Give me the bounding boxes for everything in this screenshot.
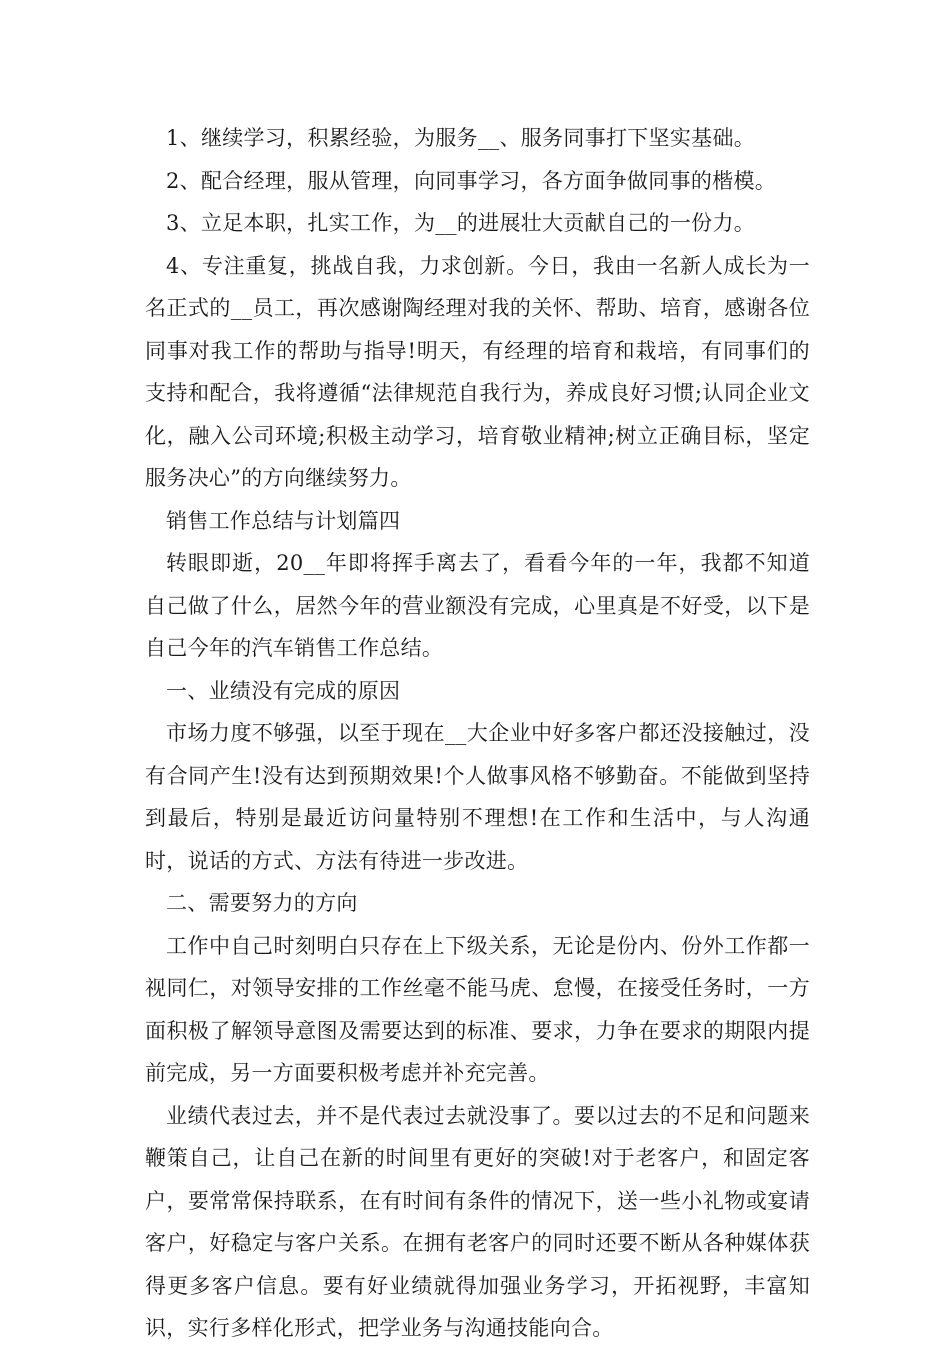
list-item-4: 4、专注重复，挑战自我，力求创新。今日，我由一名新人成长为一名正式的__员工，再次感谢陶经理对我的关怀、帮助、培育，感谢各位同事对我工作的帮助与指导!明天，有经理的培育和栽培，有同事们的支持和配合，我将遵循“法律规范自我行为，养成良好习惯;认同企业文化，融入公司环境;积极主动学习，培育敬业精神;树立正确目标，坚定服务决心”的方向继续努力。 [145,253,810,490]
intro-paragraph: 转眼即逝，20__年即将挥手离去了，看看今年的一年，我都不知道自己做了什么，居然今年的营业额没有完成，心里真是不好受，以下是自己今年的汽车销售工作总结。 [145,551,810,660]
direction-paragraph-1: 工作中自己时刻明白只存在上下级关系，无论是份内、份外工作都一视同仁，对领导安排的工作丝毫不能马虎、怠慢，在接受任务时，一方面积极了解领导意图及需要达到的标准、要求，力争在要求的期限内提前完成，另一方面要积极考虑并补充完善。 [145,933,810,1085]
section-heading: 销售工作总结与计划篇四 [166,508,401,533]
direction-paragraph-2: 业绩代表过去，并不是代表过去就没事了。要以过去的不足和问题来鞭策自己，让自己在新的时间里有更好的突破!对于老客户，和固定客户，要常常保持联系，在有时间有条件的情况下，送一些小礼物或宴请客户，好稳定与客户关系。在拥有老客户的同时还要不断从各种媒体获得更多客户信息。要有好业绩就得加强业务学习，开拓视野，丰富知识，实行多样化形式，把学业务与沟通技能向合。 [145,1103,810,1340]
document-body [145,117,810,1350]
reasons-paragraph: 市场力度不够强，以至于现在__大企业中好多客户都还没接触过，没有合同产生!没有达到预期效果!个人做事风格不够勤奋。不能做到坚持到最后，特别是最近访问量特别不理想!在工作和生活中，与人沟通时，说话的方式、方法有待进一步改进。 [145,721,810,873]
subheading-direction: 二、需要努力的方向 [166,891,358,915]
list-item-2: 2、配合经理，服从管理，向同事学习，各方面争做同事的楷模。 [166,168,777,193]
list-item-3: 3、立足本职，扎实工作，为__的进展壮大贡献自己的一份力。 [166,211,756,235]
list-item-1: 1、继续学习，积累经验，为服务__、服务同事打下坚实基础。 [166,126,756,150]
subheading-reasons: 一、业绩没有完成的原因 [166,678,401,703]
